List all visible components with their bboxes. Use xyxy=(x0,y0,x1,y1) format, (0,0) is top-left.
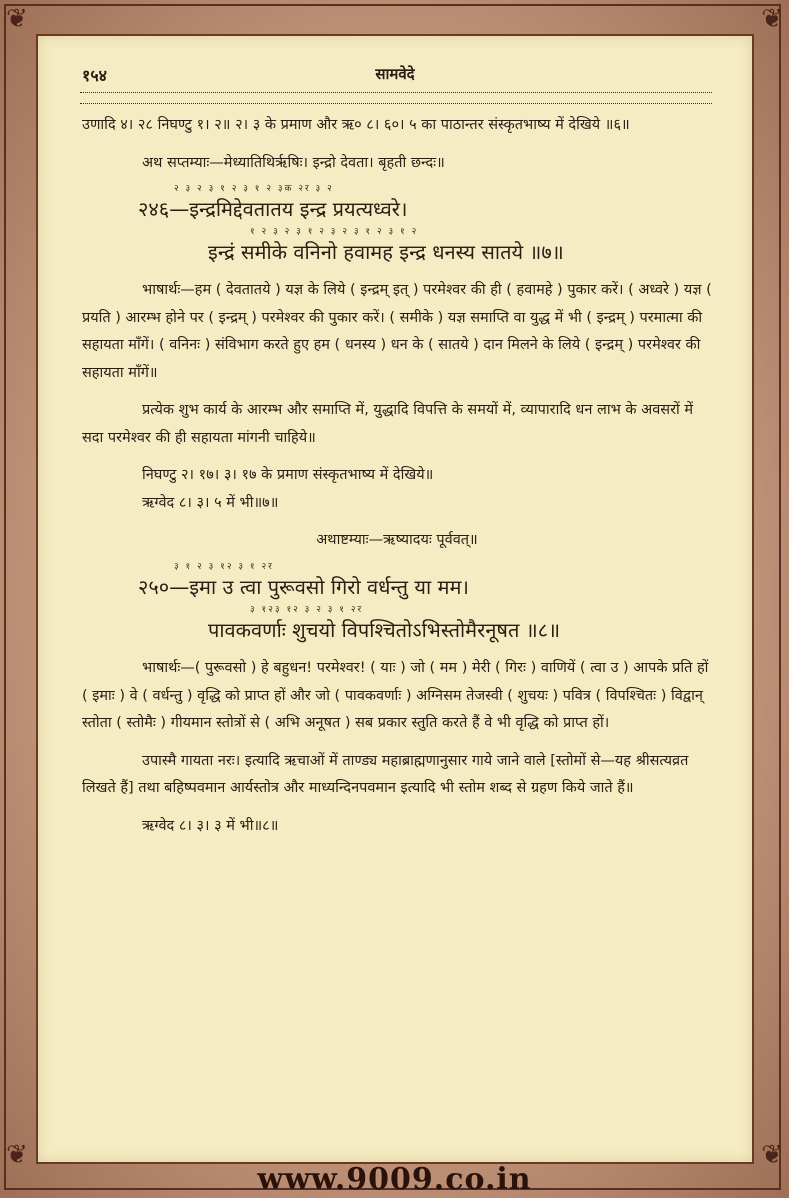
accent-marks: २ ३ २ ३ १ २ ३ १ २ ३क २र ३ २ xyxy=(174,184,334,195)
website-url: www.9009.co.in xyxy=(257,1162,532,1197)
page-content xyxy=(82,112,712,840)
corner-swirl-icon: ❦ xyxy=(6,4,28,34)
header-rule xyxy=(80,92,712,104)
accent-marks: ३ १ २ ३ १२ ३ १ २र xyxy=(174,562,274,573)
page-number: १५४ xyxy=(82,66,107,85)
verse-intro: अथ सप्तम्याः—मेध्यातिथिर्ऋषिः। इन्द्रो देवता। बृहती छन्दः॥ xyxy=(142,154,445,171)
reference-paragraph: उणादि ४। २८ निघण्टु १। २॥ २। ३ के प्रमाण और ऋ० ८। ६०। ५ का पाठान्तर संस्कृतभाष्य में देखिये ॥६॥ xyxy=(82,117,630,133)
corner-swirl-icon: ❦ xyxy=(761,4,783,34)
reference-line: ऋग्वेद ८। ३। ५ में भी॥७॥ xyxy=(142,494,279,511)
commentary-paragraph: प्रत्येक शुभ कार्य के आरम्भ और समाप्ति में, युद्धादि विपत्ति के समयों में, व्यापारादि धन लाभ के अवसरों में सदा परमेश्वर की ही सहायता मांगनी चाहिये॥ xyxy=(82,402,694,446)
verse-intro: अथाष्टम्याः—ऋष्यादयः पूर्ववत्॥ xyxy=(316,532,478,549)
corner-swirl-icon: ❦ xyxy=(761,1140,783,1170)
mantra-line: २४६—इन्द्रमिद्देवतातय इन्द्र प्रयत्यध्वरे। xyxy=(138,197,408,222)
scripture-page xyxy=(36,34,754,1164)
reference-line: निघण्टु २। १७। ३। १७ के प्रमाण संस्कृतभाष्य में देखिये॥ xyxy=(142,467,434,484)
accent-marks: १ २ ३ २ ३ १ २ ३ २ ३ १ २ ३ १ २ xyxy=(250,227,419,238)
accent-marks: ३ १२३ १२ ३ २ ३ १ २र xyxy=(250,605,364,616)
mantra-line: २५०—इमा उ त्वा पुरूवसो गिरो वर्धन्तु या मम। xyxy=(138,575,470,600)
page-header xyxy=(38,64,752,88)
reference-line: ऋग्वेद ८। ३। ३ में भी॥८॥ xyxy=(142,817,279,834)
mantra-line: पावकवर्णाः शुचयो विपश्चितोऽभिस्तोमैरनूषत ॥८॥ xyxy=(208,618,561,643)
corner-swirl-icon: ❦ xyxy=(6,1140,28,1170)
mantra-line: इन्द्रं समीके वनिनो हवामह इन्द्र धनस्य सातये ॥७॥ xyxy=(208,240,564,265)
commentary-paragraph: उपास्मै गायता नरः। इत्यादि ऋचाओं में ताण्ड्य महाब्राह्मणानुसार गाये जाने वाले [स्तोमों से—यह श्रीसत्यव्रत लिखते हैं] तथा बहिष्पवमान आर्यस्तोत्र और माध्यन्दिनपवमान इत्यादि भी स्तोम शब्द से ग्रहण किये जाते हैं॥ xyxy=(82,752,689,797)
translation-paragraph: भाषार्थः—( पुरूवसो ) हे बहुधन! परमेश्वर! ( याः ) जो ( मम ) मेरी ( गिरः ) वाणियें ( त्वा उ ) आपके प्रति हों ( इमाः ) वे ( वर्धन्तु ) वृद्धि को प्राप्त हों और जो ( पावकवर्णाः ) अग्निसम तेजस्वी ( शुचयः ) पवित्र ( विपश्चितः ) विद्वान् स्तोता ( स्तोमैः ) गीयमान स्तोत्रों से ( अभि अनूषत ) सब प्रकार स्तुति करते हैं वे भी वृद्धि को प्राप्त हों। xyxy=(82,660,709,732)
translation-paragraph: भाषार्थः—हम ( देवतातये ) यज्ञ के लिये ( इन्द्रम् इत् ) परमेश्वर की ही ( हवामहे ) पुकार करें। ( अध्वरे ) यज्ञ ( प्रयति ) आरम्भ होने पर ( इन्द्रम् ) परमेश्वर की पुकार करें। ( समीके ) यज्ञ समाप्ति वा युद्ध में भी ( इन्द्रम् ) परमात्मा की सहायता माँगें। ( वनिनः ) संविभाग करते हुए हम ( धनस्य ) धन के ( सातये ) दान मिलने के लिये ( इन्द्रम् ) परमेश्वर की सहायता माँगें॥ xyxy=(82,282,712,381)
running-title: सामवेदे xyxy=(375,65,415,83)
